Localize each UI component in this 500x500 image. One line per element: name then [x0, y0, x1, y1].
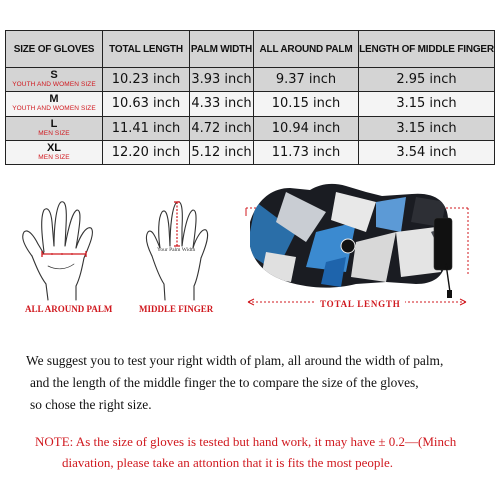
total-length-caption: TOTAL LENGTH — [316, 299, 405, 309]
instruction-line: and the length of the middle finger the to compare the size of the gloves, — [30, 375, 419, 390]
around-palm-cell: 10.94 inch — [254, 116, 359, 140]
middle-finger-caption: MIDDLE FINGER — [139, 304, 214, 314]
table-row — [6, 116, 495, 140]
tolerance-note — [35, 431, 490, 473]
middle-finger-cell: 3.54 inch — [359, 140, 495, 164]
ski-glove-image — [236, 172, 476, 312]
size-cell — [6, 68, 103, 92]
size-code: L — [50, 117, 58, 130]
table-row — [6, 92, 495, 116]
size-group: YOUTH AND WOMEN SIZE — [12, 81, 96, 89]
hand-palm-circumference-illustration — [18, 196, 113, 306]
size-code: XL — [46, 141, 62, 154]
header-palm-width: PALM WIDTH — [190, 31, 254, 68]
total-length-cell: 11.41 inch — [103, 116, 190, 140]
note-line: diavation, please take an attontion that it is fits the most people. — [62, 455, 394, 470]
size-group: MEN SIZE — [38, 153, 70, 161]
middle-finger-cell: 3.15 inch — [359, 116, 495, 140]
your-palm-width-label: Your Palm Width — [157, 247, 196, 253]
total-length-cell: 10.63 inch — [103, 92, 190, 116]
size-cell — [6, 92, 103, 116]
middle-finger-cell: 3.15 inch — [359, 92, 495, 116]
around-palm-cell: 11.73 inch — [254, 140, 359, 164]
header-total-length: TOTAL LENGTH — [103, 31, 190, 68]
around-palm-cell: 10.15 inch — [254, 92, 359, 116]
header-size-of-gloves: SIZE OF GLOVES — [6, 31, 103, 68]
palm-width-cell: 4.33 inch — [190, 92, 254, 116]
palm-width-cell: 5.12 inch — [190, 140, 254, 164]
table-header-row — [6, 31, 495, 68]
size-cell — [6, 140, 103, 164]
instruction-line: so chose the right size. — [30, 397, 152, 412]
total-length-cell: 10.23 inch — [103, 68, 190, 92]
header-all-around-palm: ALL AROUND PALM — [254, 31, 359, 68]
all-around-palm-caption: ALL AROUND PALM — [25, 304, 113, 314]
middle-finger-cell: 2.95 inch — [359, 68, 495, 92]
instruction-line: We suggest you to test your right width of plam, all around the width of palm, — [26, 353, 444, 368]
note-line: NOTE: As the size of gloves is tested but hand work, it may have ± 0.2—(Minch — [35, 434, 457, 449]
size-code: S — [50, 69, 58, 82]
glove-size-table — [5, 30, 495, 165]
measurement-instructions — [26, 350, 486, 416]
table-row — [6, 68, 495, 92]
size-group: MEN SIZE — [38, 129, 70, 137]
total-length-cell: 12.20 inch — [103, 140, 190, 164]
size-code: M — [49, 93, 59, 106]
around-palm-cell: 9.37 inch — [254, 68, 359, 92]
palm-width-cell: 4.72 inch — [190, 116, 254, 140]
size-group: YOUTH AND WOMEN SIZE — [12, 105, 96, 113]
size-cell — [6, 116, 103, 140]
palm-width-cell: 3.93 inch — [190, 68, 254, 92]
table-row — [6, 140, 495, 164]
header-middle-finger-length: LENGTH OF MIDDLE FINGER — [359, 31, 495, 68]
